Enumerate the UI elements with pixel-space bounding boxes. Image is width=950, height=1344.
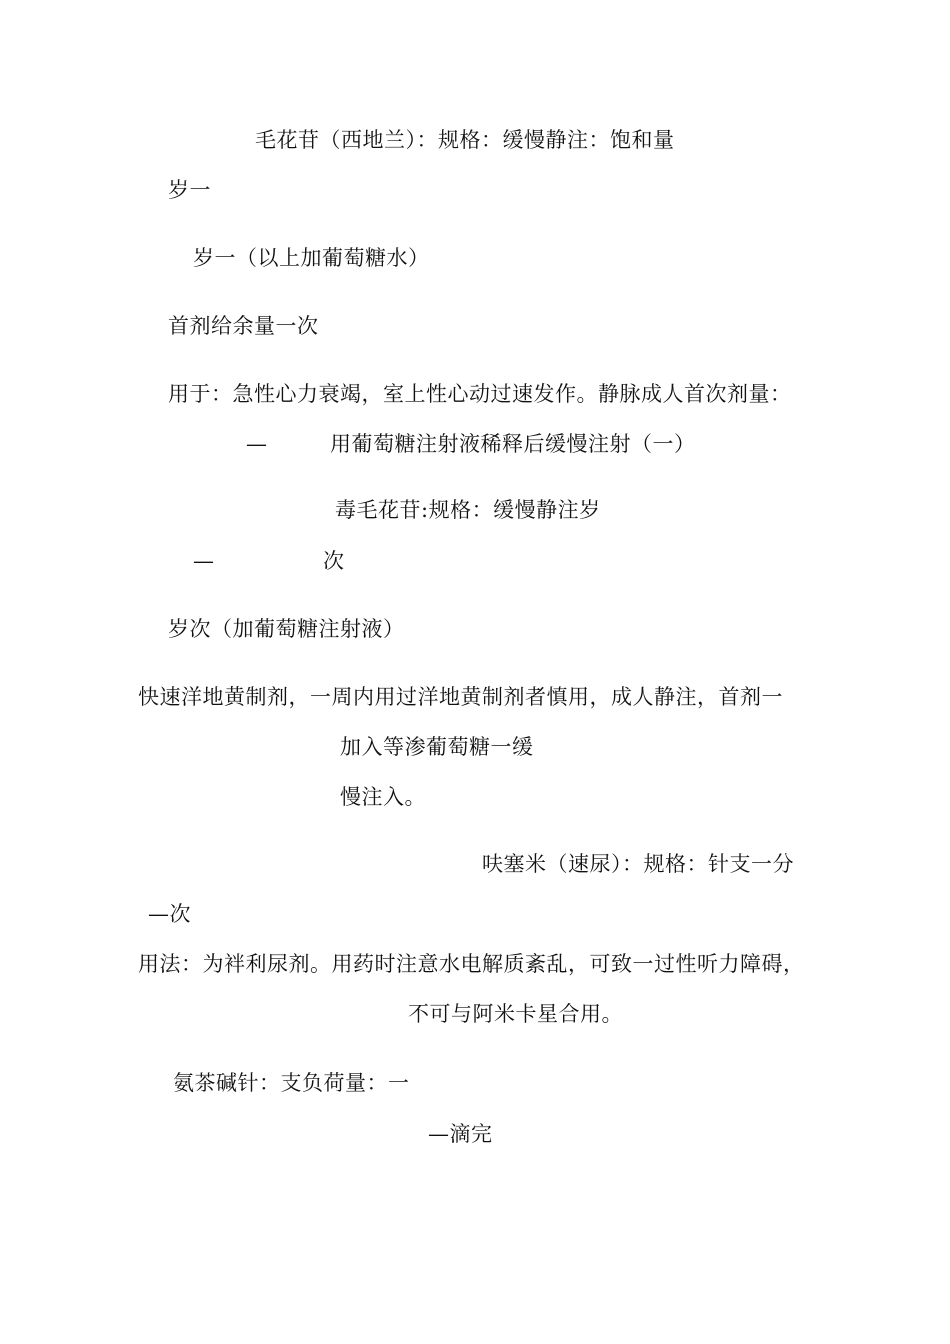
text-line-digitalis-caution: 快速洋地黄制剂，一周内用过洋地黄制剂者慎用，成人静注，首剂一 [138, 685, 783, 709]
text-line-drug-cedilanid: 毛花苷（西地兰）：规格：缓慢静注：饱和量 [255, 128, 675, 152]
text-line-dash-2: — [193, 549, 215, 573]
text-line-drug-strophanthin: 毒毛花苷:规格：缓慢静注岁 [335, 498, 601, 522]
text-line-drug-furosemide: 呋塞米（速尿）：规格：针支一分 [482, 852, 794, 876]
text-line-indication: 用于：急性心力衰竭，室上性心动过速发作。静脉成人首次剂量： [168, 382, 792, 406]
text-line-dash-1: — [246, 432, 268, 456]
text-line-age-1: 岁一 [168, 178, 211, 202]
text-line-times: 次 [323, 549, 345, 573]
text-line-dilution: 用葡萄糖注射液稀释后缓慢注射（一） [330, 432, 696, 456]
text-line-slow-inject: 慢注入。 [340, 785, 426, 809]
text-line-once: —次 [148, 902, 191, 926]
text-line-drug-aminophylline: 氨茶碱针：支负荷量：一 [173, 1071, 410, 1095]
text-line-glucose-injection: 岁次（加葡萄糖注射液） [168, 617, 405, 641]
text-line-add-glucose: 加入等渗葡萄糖一缓 [340, 735, 534, 759]
text-line-amikacin: 不可与阿米卡星合用。 [408, 1002, 623, 1026]
text-line-age-2: 岁一（以上加葡萄糖水） [193, 246, 430, 270]
text-line-drip-complete: —滴完 [428, 1122, 493, 1146]
text-line-usage: 用法：为袢利尿剂。用药时注意水电解质紊乱，可致一过性听力障碍， [138, 952, 805, 976]
text-line-first-dose: 首剂给余量一次 [168, 314, 319, 338]
